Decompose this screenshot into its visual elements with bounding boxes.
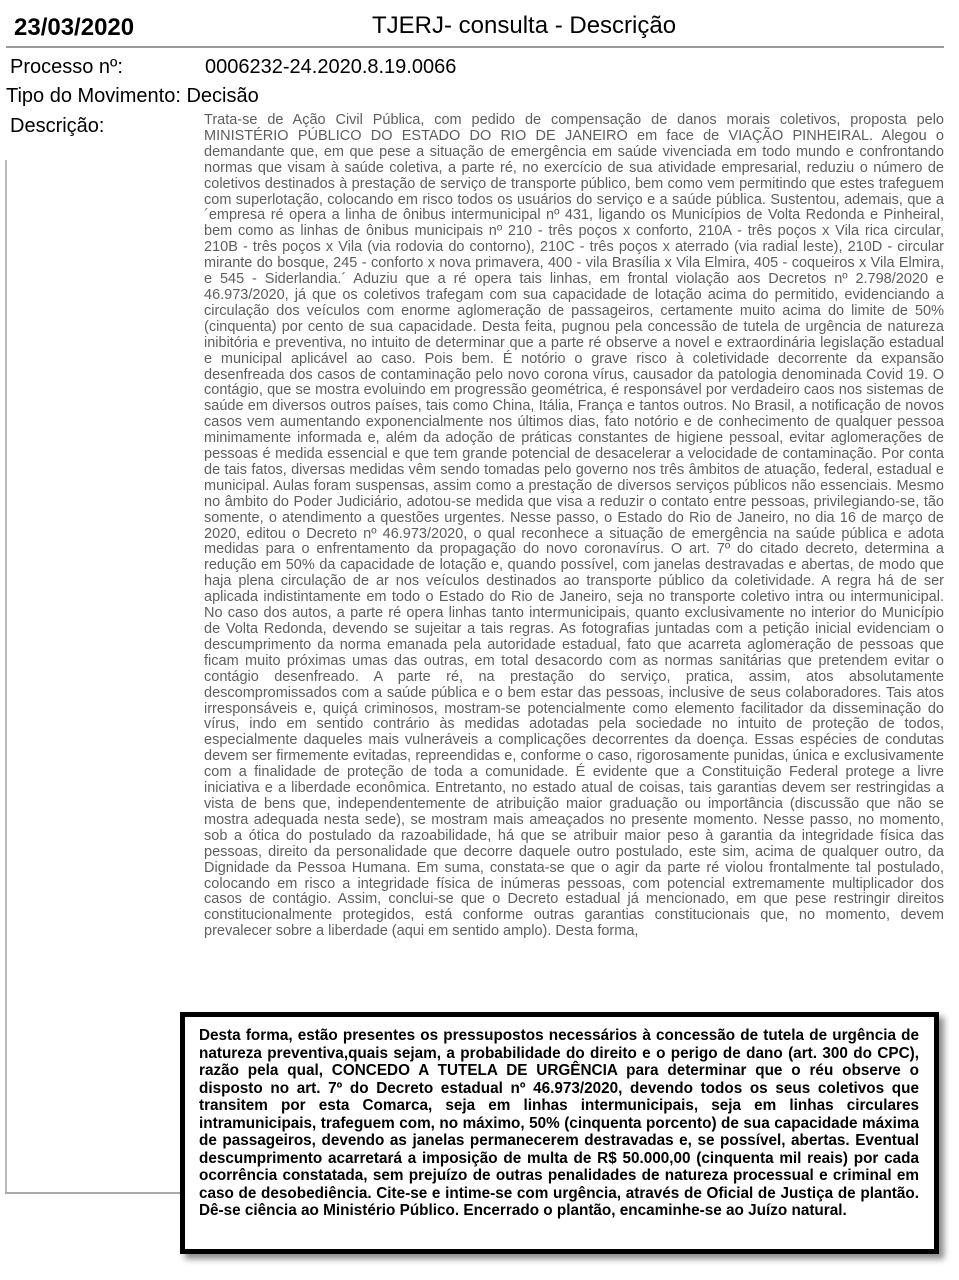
processo-label: Processo nº:: [10, 56, 123, 78]
tipo-movimento-label: Tipo do Movimento:: [6, 85, 181, 107]
document-date: 23/03/2020: [14, 14, 135, 41]
tipo-movimento: [6, 85, 259, 108]
header-divider: [6, 46, 944, 48]
processo-number: 0006232-24.2020.8.19.0066: [205, 56, 457, 78]
left-border-line: [5, 160, 7, 1192]
tipo-movimento-value: Decisão: [186, 85, 259, 107]
highlighted-decision-text: Desta forma, estão presentes os pressupostos necessários à concessão de tutela de urgência de natureza preventiva,quais sejam, a probabilidade do direito e o perigo de dano (art. 300 do CPC), razão pela qual, CONCEDO A TUTELA DE URGÊNCIA para determinar que o réu observe o disposto no art. 7º do Decreto estadual nº 46.973/2020, devendo todos os seus coletivos que transitem por esta Comarca, seja em linhas intermunicipais, seja em linhas circulares intramunicipais, trafeguem com, no máximo, 50% (cinquenta porcento) de sua capacidade máxima de passageiros, devendo as janelas permanecerem destravadas e, se possível, abertas. Eventual descumprimento acarretará a imposição de multa de R$ 50.000,00 (cinquenta mil reais) por cada ocorrência constatada, sem prejuízo de outras penalidades de natureza processual e criminal em caso de desobediência. Cite-se e intime-se com urgência, através de Oficial de Justiça de plantão. Dê-se ciência ao Ministério Público. Encerrado o plantão, encaminhe-se ao Juízo natural.: [199, 1027, 919, 1219]
page-title: TJERJ- consulta - Descrição: [372, 12, 677, 39]
bottom-border-line: [5, 1192, 185, 1194]
descricao-label: Descrição:: [10, 115, 105, 137]
decision-description-text: Trata-se de Ação Civil Pública, com pedido de compensação de danos morais coletivos, proposta pelo MINISTÉRIO PÚBLICO DO ESTADO DO RIO DE JANEIRO em face de VIAÇÃO PINHEIRAL. Alegou o demandante que, em que pese a situação de emergência em saúde vivenciada em todo mundo e confrontando normas que visam à saúde coletiva, a parte ré, no exercício de sua atividade empresarial, reduziu o número de coletivos destinados à prestação de serviço de transporte público, bem como vem permitindo que estes trafeguem com superlotação, colocando em risco todos os usuários do serviço e a saúde pública. Sustentou, ademais, que a ´empresa ré opera a linha de ônibus intermunicipal nº 431, ligando os Municípios de Volta Redonda e Pinheiral, bem como as linhas de ônibus municipais nº 210 - três poços x conforto, 210A - três poços x Vila rica circular, 210B - três poços x Vila (via rodovia do contorno), 210C - três poços x aterrado (via radial leste), 210D - circular mirante do bosque, 245 - conforto x nova primavera, 400 - vila Brasília x Vila Elmira, 405 - coqueiros x Vila Elmira, e 545 - Siderlandia.´ Aduziu que a ré opera tais linhas, em frontal violação aos Decretos nº 2.798/2020 e 46.973/2020, já que os coletivos trafegam com sua capacidade de lotação acima do permitido, evidenciando a circulação dos veículos com enorme aglomeração de passageiros, certamente muito acima do limite de 50% (cinquenta) por cento de sua capacidade. Desta feita, pugnou pela concessão de tutela de urgência de natureza inibitória e preventiva, no intuito de determinar que a parte ré observe a novel e extraordinária legislação estadual e municipal aplicável ao caso. Pois bem. É notório o grave risco à coletividade decorrente da expansão desenfreada dos casos de contaminação pelo novo corona vírus, causador da patologia denominada Covid 19. O contágio, que se mostra evoluindo em progressão geométrica, é responsável por verdadeiro caos nos sistemas de saúde em diversos outros países, tais como China, Itália, França e tantos outros. No Brasil, a notificação de novos casos vem aumentando exponencialmente nos últimos dias, fato notório e de conhecimento de qualquer pessoa minimamente informada e, além da adoção de práticas constantes de higiene pessoal, evitar aglomerações de pessoas é medida essencial e que tem grande potencial de desacelerar a velocidade de contaminação. Por conta de tais fatos, diversas medidas vêm sendo tomadas pelo governo nos três âmbitos de atuação, federal, estadual e municipal. Aulas foram suspensas, assim como a prestação de diversos serviços públicos não essenciais. Mesmo no âmbito do Poder Judiciário, adotou-se medida que visa a reduzir o contato entre pessoas, privilegiando-se, tão somente, o atendimento a questões urgentes. Nesse passo, o Estado do Rio de Janeiro, no dia 16 de março de 2020, editou o Decreto nº 46.973/2020, o qual reconhece a situação de emergência na saúde pública e adota medidas para o enfrentamento da propagação do novo coronavírus. O art. 7º do citado decreto, determina a redução em 50% da capacidade de lotação e, quando possível, com janelas destravadas e abertas, de modo que haja plena circulação de ar nos veículos destinados ao transporte público da coletividade. A regra há de ser aplicada indistintamente em todo o Estado do Rio de Janeiro, seja no transporte coletivo intra ou intermunicipal. No caso dos autos, a parte ré opera linhas tanto intermunicipais, quanto exclusivamente no interior do Município de Volta Redonda, devendo se sujeitar a tais regras. As fotografias juntadas com a petição inicial evidenciam o descumprimento da norma emanada pela autoridade estadual, fato que acarreta aglomeração de pessoas que ficam muito próximas umas das outras, em total desacordo com as normas sanitárias que pretendem evitar o contágio desenfreado. A parte ré, na prestação do serviço, pratica, assim, atos absolutamente descompromissados com a saúde pública e o bem estar das pessoas, inclusive de seus colaboradores. Tais atos irresponsáveis e, quiçá criminosos, mostram-se potencialmente como elemento facilitador da disseminação do vírus, indo em sentido contrário às medidas adotadas pela sociedade no intuito de proteção de todos, especialmente daqueles mais vulneráveis a complicações decorrentes da doença. Essas espécies de condutas devem ser firmemente evitadas, repreendidas e, conforme o caso, rigorosamente punidas, única e exclusivamente com a finalidade de proteção de toda a comunidade. É evidente que a Constituição Federal protege a livre iniciativa e a liberdade econômica. Entretanto, no estado atual de coisas, tais garantias devem ser restringidas a vista de bens que, independentemente de atribuição maior graduação ou importância (discussão que não se mostra adequada nesta sede), se mostram mais ameaçados no presente momento. Nesse passo, no momento, sob a ótica do postulado da razoabilidade, há que se atribuir maior peso à garantia da integridade física das pessoas, direito da personalidade que decorre daquele outro postulado, este sim, acima de qualquer outro, da Dignidade da Pessoa Humana. Em suma, constata-se que o agir da parte ré violou frontalmente tal postulado, colocando em risco a integridade física de inúmeras pessoas, com potencial extremamente multiplicador dos casos de contágio. Assim, conclui-se que o Decreto estadual já mencionado, em que pese restringir direitos constitucionalmente protegidos, está conforme outras garantias constitucionais que, no momento, devem prevalecer sobre a liberdade (aqui em sentido amplo). Desta forma,: [204, 113, 944, 940]
highlighted-decision-box: [180, 1012, 939, 1254]
